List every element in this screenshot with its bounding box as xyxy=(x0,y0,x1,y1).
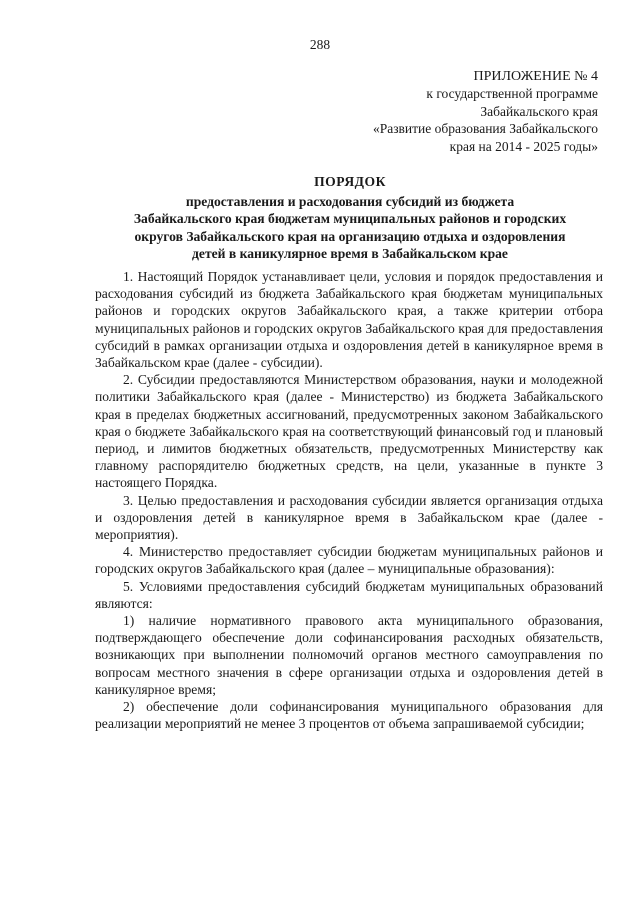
appendix-line: к государственной программе xyxy=(426,86,598,102)
appendix-line: «Развитие образования Забайкальского xyxy=(372,121,598,137)
appendix-title: ПРИЛОЖЕНИЕ № 4 xyxy=(473,69,598,84)
document-subtitle-line: предоставления и расходования субсидий из бюджета xyxy=(185,193,515,209)
appendix-line: Забайкальского края xyxy=(480,103,598,119)
paragraph-3: 3. Целью предоставления и расходования субсидии является организация отдыха и оздоровления детей в каникулярное время в Забайкальском крае (далее - мероприятия). xyxy=(95,492,603,543)
paragraph-2: 2. Субсидии предоставляются Министерством образования, науки и молодежной политики Забайкальского края (далее - Министерство) из бюджета Забайкальского края в пределах бюджетных ассигнований, предусмотренных законом Забайкальского края о бюджете Забайкальского края на соответствующий финансовый год и плановый период, и лимитов бюджетных обязательств, предусмотренных Министерству как главному распорядителю бюджетных средств, на цели, указанные в пункте 3 настоящего Порядка. xyxy=(95,372,603,491)
document-title: ПОРЯДОК xyxy=(314,174,386,189)
document-subtitle-line: округов Забайкальского края на организацию отдыха и оздоровления xyxy=(134,228,566,244)
appendix-line: края на 2014 - 2025 годы» xyxy=(449,138,598,154)
document-title-block xyxy=(95,173,605,263)
page-number: 288 xyxy=(309,37,331,52)
document-subtitle-line: детей в каникулярное время в Забайкальском крае xyxy=(192,246,508,262)
document-body xyxy=(95,268,603,732)
paragraph-5: 5. Условиями предоставления субсидий бюджетам муниципальных образований являются: xyxy=(95,578,603,611)
paragraph-1: 1. Настоящий Порядок устанавливает цели, условия и порядок предоставления и расходования субсидий из бюджета Забайкальского края бюджетам муниципальных районов и городских округов Забайкальского края, а также критерии отбора муниципальных районов и городских округов Забайкальского края для предоставления субсидий в рамках организации отдыха и оздоровления детей в каникулярное время в Забайкальском крае (далее - субсидии). xyxy=(95,269,603,371)
appendix-header xyxy=(373,68,598,155)
list-item-condition-1: 1) наличие нормативного правового акта муниципального образования, подтверждающего обеспечение доли софинансирования расходных обязательств, возникающих при выполнении полномочий органов местного самоуправления по вопросам местного значения в сфере организации отдыха и оздоровления детей в каникулярное время; xyxy=(95,613,603,697)
list-item-condition-2: 2) обеспечение доли софинансирования муниципального образования для реализации мероприятий не менее 3 процентов от объема запрашиваемой субсидии; xyxy=(95,699,603,732)
paragraph-4: 4. Министерство предоставляет субсидии бюджетам муниципальных районов и городских округов Забайкальского края (далее – муниципальные образования): xyxy=(95,544,603,577)
document-subtitle-line: Забайкальского края бюджетам муниципальных районов и городских xyxy=(133,211,567,227)
